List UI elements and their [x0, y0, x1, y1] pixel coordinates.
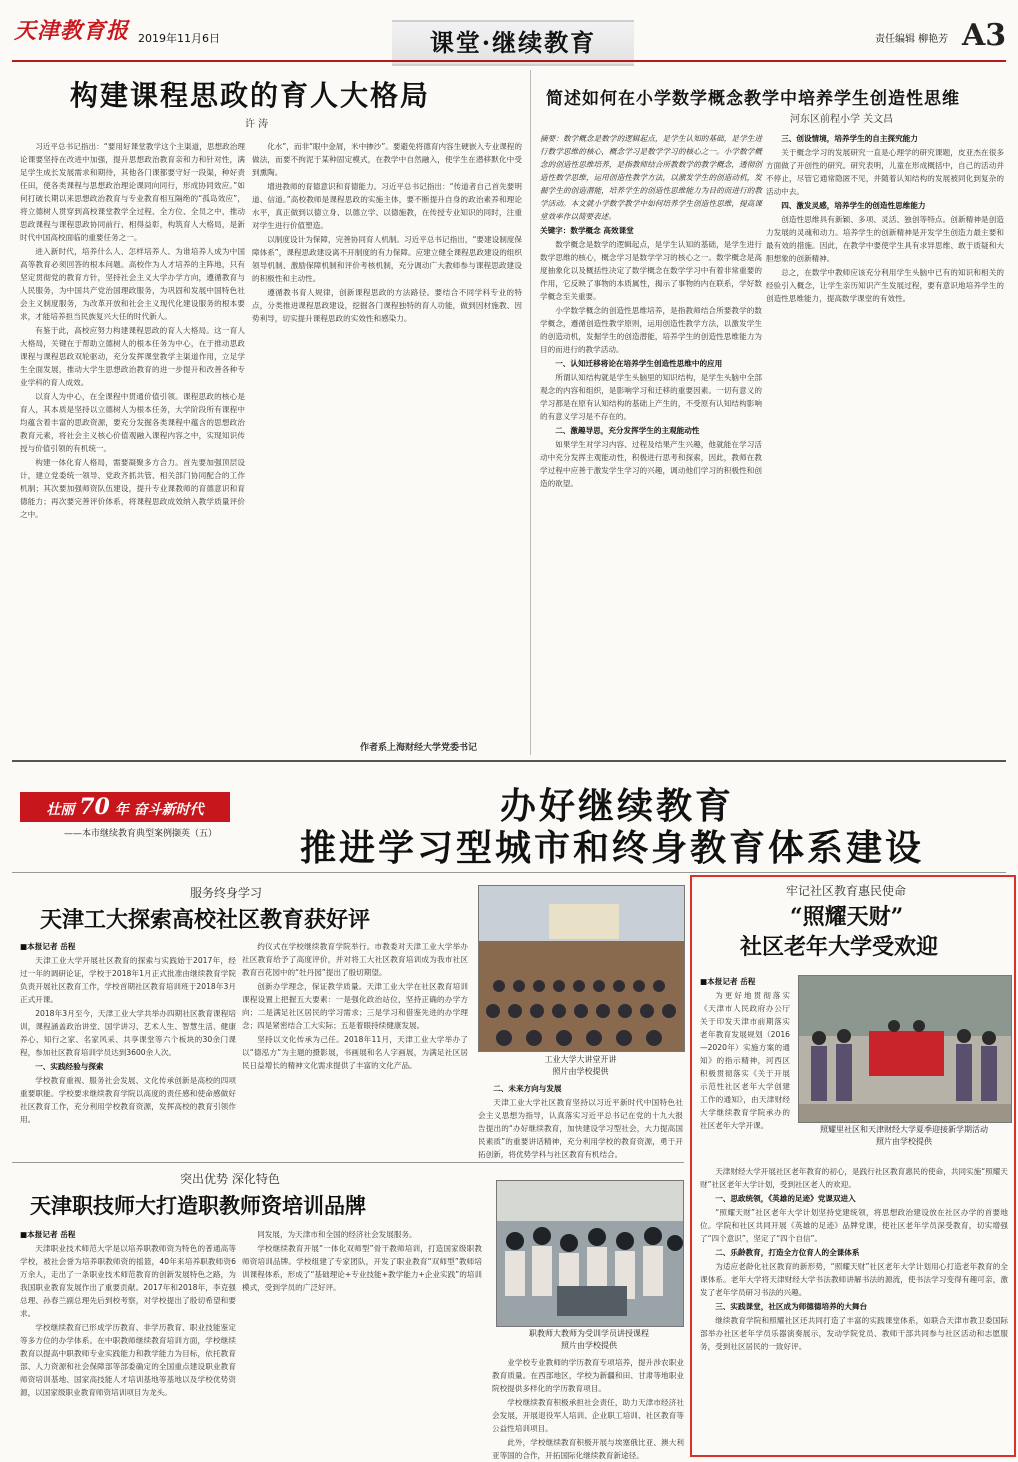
story3-subheading: 二、乐龄教育，打造全方位育人的全课体系 — [715, 1248, 860, 1257]
article2-keywords: 关键字：数学概念 高效课堂 — [540, 226, 634, 235]
story2-kicker: 突出优势 深化特色 — [180, 1172, 280, 1186]
column-divider — [530, 70, 531, 755]
feature-headline-1: 办好继续教育 — [500, 785, 735, 827]
story2-paragraph: 学校继续教育开展“一体化双师型”骨干教师培训，打造国家级职教师资培训品牌。学校组建了专家团队，开发了职业教育“双师型”教师培训课程体系，形成了“基础理论+专业技能+教学能力+企业实践”的培训模式，受到学员的广泛好评。 — [242, 1244, 482, 1292]
article1-paragraph: 有鉴于此，高校应努力构建课程思政的育人大格局。这一育人大格局，关键在于帮助立德树人的根本任务为中心，在于推动思政课程与课程思政双轮驱动，充分发挥课堂教学主渠道作用，立足学生全面发展，推动大学生思想政治教育的进一步提升和改善各种专业学科的育人成效。 — [20, 326, 245, 387]
story1-kicker: 服务终身学习 — [190, 886, 263, 900]
section-divider — [12, 760, 1006, 762]
story3-title-1: “照耀天财” — [790, 904, 904, 930]
story1-title: 天津工大探索高校社区教育获好评 — [40, 907, 371, 933]
story3-column-body — [700, 1165, 1008, 1453]
responsible-editor: 责任编辑 柳艳芳 — [875, 34, 949, 45]
article2-subheading: 一、认知迁移将论在培养学生创造性思维中的应用 — [555, 359, 723, 368]
story1-paragraph: 坚持以文化传承为己任。2018年11月，天津工业大学举办了以“德泓方”为主题的摄影展，书画展和名人字画展，为满足社区居民日益增长的精神文化需求提供了丰富的文化产品。 — [242, 1035, 468, 1070]
story3-subheading: 一、思政统领，《英雄的足迹》党课双进入 — [715, 1194, 856, 1203]
article1-paragraph: 以育人为中心，在全课程中贯通价值引领。课程思政的核心是育人，其本质是坚持以立德树人为根本任务，大学阶段所有课程中均蕴含着丰富的思政资源，要充分发掘各类课程中蕴含的思想政治教育元素，将社会主义核心价值观融入课程内容之中，实现知识传授与价值引领的有机统一。 — [20, 392, 245, 453]
article2-paragraph: 数学概念是数学的逻辑起点，是学生认知的基础，是学生进行数学思维的核心，概念学习是数学学习的核心之一。数学概念是高度抽象化以及概括性决定了数学概念在数学学习中有着非常重要的作用，它反映了事物的本质属性，揭示了事物的内在联系，学好数学概念至关重要。 — [540, 240, 762, 301]
story3-source: ■本报记者 岳程 — [700, 977, 756, 986]
story1-photo — [478, 885, 685, 1052]
masthead-rule — [12, 60, 1006, 62]
story2-column-2 — [242, 1228, 482, 1456]
article2-paragraph: 如果学生对学习内容、过程及结果产生兴趣，他就能在学习活动中充分发挥主观能动性，积极进行思考和探索，因此，教师在教学过程中应善于激发学生学习的兴趣，调动他们学习的积极性和创造的欲望。 — [540, 440, 762, 488]
story2-title: 天津职技师大打造职教师资培训品牌 — [30, 1193, 366, 1218]
article1-column-1 — [20, 140, 245, 725]
masthead — [0, 0, 1018, 62]
section-title: 课堂·继续教育 — [392, 20, 634, 66]
page-number: A3 — [962, 18, 1007, 53]
story1-paragraph: 天津工业大学开展社区教育的探索与实践始于2017年，经过一年的调研论证，学校于2018年1月正式批准由继续教育学院负责开展社区教育工作，学校首期社区教育培训班于2018年3月正式开课。 — [20, 956, 236, 1004]
story2-column-3 — [492, 1356, 684, 1460]
badge-subtitle: ——本市继续教育典型案例撷英（五） — [64, 829, 218, 839]
feature-divider — [12, 872, 1006, 873]
story1-column-2 — [242, 940, 468, 1155]
story1-source: ■本报记者 岳程 — [20, 942, 76, 951]
article2-abstract: 摘要：数学概念是数学的逻辑起点，是学生认知的基础，是学生进行数学思维的核心，概念学习是数学学习的核心之一。小学数学概念的创造性思维培养，是指教师结合所教数学的教学概念，透彻创造性数学思维，运用创造性教学方法，以激发学生的创造动机，发掘学生的创造潜能，培养学生的创造性思维能力为目的而进行的教学活动。本文就小学数学教学中如何培养学生创造性思维，提高课堂效率作以简要表述。 — [540, 134, 762, 221]
article1-paragraph: 遵循教书育人规律，创新课程思政的方法路径。要结合不同学科专业的特点，分类推进课程思政建设，挖掘各门课程独特的育人功能，做到因材施教、因势利导，切实提升课程思政的实效性和感染力。 — [252, 288, 522, 323]
story2-photo-caption: 职教师大教师为受训学员讲授课程 照片由学校提供 — [529, 1329, 649, 1350]
group-photo — [799, 976, 1011, 1122]
article2-subheading: 二、激趣导思，充分发挥学生的主观能动性 — [555, 426, 700, 435]
story1-photo-caption: 工业大学大讲堂开讲 照片由学校提供 — [544, 1055, 617, 1076]
article2-column-2 — [766, 132, 1004, 752]
newspaper-logo: 天津教育报 — [14, 18, 130, 44]
feature-headline-2: 推进学习型城市和终身教育体系建设 — [300, 827, 925, 869]
article1-column-2 — [252, 140, 522, 710]
article1-affiliation: 作者系上海财经大学党委书记 — [360, 743, 478, 753]
story1-paragraph: 约仪式在学校继续教育学院举行。市教委对天津工业大学举办社区教育给予了高度评价，并对将工大社区教育培训成为我市社区教育百花园中的“牡丹园”提出了殷切期望。 — [242, 942, 468, 977]
story2-paragraph: 学校继续教育已形成学历教育、非学历教育、职业技能鉴定等多方位的办学体系。在中职教师继续教育培训方面，学校继续教育以提高中职教师专业实践能力和教学能力为目标，依托教育部、人力资源和社会保障部等部委确定的全国重点建设职业教育师资培训基地、国家高技能人才培训基地等基地以及学校优势资源，以国家级职业教育师资培训项目为龙头。 — [20, 1323, 236, 1397]
story3-paragraph: 为适应老龄化社区教育的新形势，“照耀天财”社区老年大学计划用心打造老年教育的全课体系。老年大学将天津财经大学书法教师讲解书法的源流，使书法学习变得有趣可亲，激发了老年学员研习书法的兴趣。 — [700, 1262, 1008, 1297]
story1-paragraph: 学校教育重视、服务社会发展、文化传承创新是高校的四项重要职能。学校要求继续教育学院以高度的责任感和使命感做好社区教育工作，充分利用学校教育资源，发挥高校的教育引领作用。 — [20, 1076, 236, 1124]
article1-title: 构建课程思政的育人大格局 — [70, 79, 431, 112]
story1-subheading: 二、未来方向与发展 — [493, 1084, 562, 1093]
story2-column-1 — [20, 1228, 236, 1456]
anniversary-badge — [20, 792, 230, 822]
article2-author: 河东区前程小学 关文昌 — [790, 114, 894, 125]
story1-column-1 — [20, 940, 236, 1155]
story2-paragraph: 天津职业技术师范大学是以培养职教师资为特色的普通高等学校，被社会誉为培养职教师资的摇篮，40年来培养职教师资6万余人，走出了一条职业技术师范教育的创新发展特色之路，为我国职业教育发展作出了重要贡献。2017年和2018年，李克强总理、孙春兰副总理先后到校考察，对学校提出了殷切希望和要求。 — [20, 1244, 236, 1318]
story-divider — [12, 1162, 684, 1163]
story3-kicker: 牢记社区教育惠民使命 — [786, 884, 907, 898]
article1-paragraph: 习近平总书记指出：“要用好课堂教学这个主渠道，思想政治理论课要坚持在改进中加强，提升思想政治教育亲和力和针对性，满足学生成长发展需求和期待，其他各门课都要守好一段渠，种好责任田，使各类课程与思想政治理论课同向同行，形成协同效应。”如何打破长期以来思想政治教育与专业教育相互隔绝的“孤岛效应”，将立德树人贯穿到高校课堂教学全过程、全方位、全员之中，推动思政课程与课程思政协同前行、相得益彰，构筑育人大格局，是新时代中国高校面临的重要任务之一。 — [20, 142, 245, 242]
story3-paragraph: “照耀天财”社区老年大学计划坚持党建统领，将思想政治建设放在社区办学的首要地位。学院和社区共同开展《英雄的足迹》品牌党课，使社区老年学员深受教育，切实增强了“四个意识”，坚定了“四个自信”。 — [700, 1208, 1008, 1243]
badge-text: 壮丽 — [46, 802, 75, 818]
training-photo — [497, 1181, 683, 1326]
story1-paragraph: 创新办学理念，保证教学质量。天津工业大学在社区教育培训课程设置上把握五大要素：一是强化政治站位，坚持正确的办学方向；二是满足社区居民的学习需求；三是学习和借鉴先进的办学理念；四是紧密结合工大实际；五是着眼持续健康发展。 — [242, 982, 468, 1030]
article1-paragraph: 以制度设计为保障，完善协同育人机制。习近平总书记指出，“要建设制度保障体系”，课程思政建设离不开制度的有力保障。应建立健全课程思政建设的组织领导机制、激励保障机制和评价考核机制，充分调动广大教师参与课程思政建设的积极性和主动性。 — [252, 235, 522, 283]
article2-paragraph: 总之，在数学中教师应该充分利用学生头脑中已有的知识和相关的经验引入概念，让学生亲历知识产生发展过程，要有意识地培养学生的创造性思维能力，提高数学课堂的有效性。 — [766, 268, 1004, 303]
article2-subheading: 三、创设情境，培养学生的自主探究能力 — [781, 134, 918, 143]
article2-paragraph: 小学数学概念的创造性思维培养，是指教师结合所要教学的数学概念，遵循创造性教学原则，运用创造性教学方法，以激发学生的创造动机，发掘学生的创造潜能，培养学生的创造性思维能力为目的而进行的教学活动。 — [540, 306, 762, 354]
story3-paragraph: 为更好地贯彻落实《天津市人民政府办公厅关于印发天津市前期落实老年教育发展规划（2016—2020年）实施方案的通知》的指示精神，河西区积极贯彻落实《关于开展示范性社区老年大学创建工作的通知》，由天津财经大学继续教育学院承办的社区老年大学开课。 — [700, 991, 790, 1130]
article2-title: 简述如何在小学数学概念教学中培养学生创造性思维 — [546, 89, 960, 109]
story3-title-2: 社区老年大学受欢迎 — [740, 934, 939, 960]
badge-tail: 年 奋斗新时代 — [114, 802, 204, 818]
story1-paragraph: 2018年3月至今，天津工业大学共举办四期社区教育课程培训，课程涵盖政治讲堂、国学讲习、艺术人生、智慧生活、健康养心、知行之家、名家风采、共享课堂等六个板块的30余门课程，参加社区教育培训学员达到3600余人次。 — [20, 1009, 236, 1057]
article2-paragraph: 关于概念学习的发展研究一直是心理学的研究课题，皮亚杰在很多方面做了开创性的研究。研究表明，儿童在形成概括中，自己的活动并不停止，尽管它通常隐匿不见，并随着认知结构的发展被同化到复杂的活动中去。 — [766, 148, 1004, 196]
story1-column-3 — [478, 1082, 683, 1159]
badge-number: 70 — [79, 794, 110, 820]
article2-column-1 — [540, 132, 762, 752]
article2-paragraph: 创造性思维具有新颖、多项、灵活、独创等特点。创新精神是创造力发展的灵魂和动力。培养学生的创新精神是开发学生创造力最主要和最有效的措施。因此，在教学中要使学生具有求异思维、敢于质疑和大胆想象的创新精神。 — [766, 215, 1004, 263]
article1-paragraph: 构建一体化育人格局，需要凝聚多方合力。首先要加强顶层设计，建立党委统一领导、党政齐抓共管、相关部门协同配合的工作机制；其次要加强师资队伍建设，提升专业课教师的育德意识和育德能力；再次要完善评价体系，将课程思政成效纳入教学质量评价之中。 — [20, 458, 245, 519]
article1-paragraph: 增进教师的育德意识和育德能力。习近平总书记指出：“传道者自己首先要明道、信道。”高校教师是课程思政的实施主体，要不断提升自身的政治素养和理论水平，真正做到以德立身、以德立学、以德施教，在传授专业知识的同时，注重对学生进行价值塑造。 — [252, 182, 522, 230]
story3-photo — [798, 975, 1012, 1123]
story3-column-intro — [700, 975, 790, 1165]
story3-paragraph: 天津财经大学开展社区老年教育的初心，是践行社区教育惠民的使命，共同实施“照耀天财”社区老年大学计划，受到社区老人的欢迎。 — [700, 1167, 1008, 1189]
story2-paragraph: 同发展，为天津市和全国的经济社会发展服务。 — [257, 1230, 417, 1239]
story2-paragraph: 此外，学校继续教育积极开展与埃塞俄比亚、澳大利亚等国的合作，开拓国际化继续教育新途径。 — [492, 1438, 684, 1460]
story2-paragraph: 学校继续教育积极承担社会责任，助力天津市经济社会发展，开展退役军人培训、企业职工培训、社区教育等公益性培训项目。 — [492, 1398, 684, 1433]
article2-subheading: 四、激发灵感，培养学生的创造性思维能力 — [781, 201, 926, 210]
issue-date: 2019年11月6日 — [138, 32, 220, 45]
article1-paragraph: 进入新时代，培养什么人、怎样培养人、为谁培养人成为中国高等教育必须回答的根本问题。高校作为人才培养的主阵地，只有坚定贯彻党的教育方针，坚持社会主义大学办学方向，遵循教育与人民服务，为中国共产党治国理政服务，为巩固和发展中国特色社会主义制度服务，为改革开放和社会主义现代化建设服务的根本要求，才能培养担当民族复兴大任的时代新人。 — [20, 247, 245, 321]
story3-paragraph: 继续教育学院和照耀社区还共同打造了丰富的实践课堂体系，如联合天津市教卫委国际部举办社区老年学员乐器演奏展示，发动学院党员、教师干部共同参与社区活动和志愿服务，受到社区居民的一致好评。 — [700, 1316, 1008, 1351]
story1-paragraph: 天津工业大学社区教育坚持以习近平新时代中国特色社会主义思想为指导，认真落实习近平总书记在党的十九大报告提出的“办好继续教育，加快建设学习型社会，大力提高国民素质”的重要讲话精神，充分利用学校的教育资源，勇于开拓创新，将优势学科与社区教育有机结合。 — [478, 1098, 683, 1159]
story2-source: ■本报记者 岳程 — [20, 1230, 76, 1239]
story3-subheading: 三、实践课堂，社区成为师德德培养的大舞台 — [715, 1302, 868, 1311]
story2-paragraph: 业学校专业教师的学历教育专项培养，提升涉农职业教育质量。在西部地区，学校为新疆和田、甘肃等地职业院校提供多样化的学历教育项目。 — [492, 1358, 684, 1393]
story1-subheading: 一、实践经验与探索 — [35, 1062, 104, 1071]
story3-photo-caption: 照耀里社区和天津财经大学夏季迎接新学期活动 照片由学校提供 — [820, 1125, 988, 1146]
article1-author: 许 涛 — [245, 119, 269, 130]
story2-photo — [496, 1180, 684, 1327]
article2-paragraph: 所谓认知结构就是学生头脑里的知识结构，是学生头脑中全部观念的内容和组织，是影响学习和迁移的重要因素。一切有意义的学习都是在原有认知结构的基础上产生的，不受原有认知结构影响的有意义学习是不存在的。 — [540, 373, 762, 421]
lecture-hall-photo — [479, 886, 684, 1051]
article1-paragraph: 化水”，而非“眼中金屑，米中掺沙”。要避免将德育内容生硬嵌入专业课程的做法，而要不拘泥于某种固定模式，在教学中自然融入，使学生在潜移默化中受到熏陶。 — [252, 142, 522, 177]
